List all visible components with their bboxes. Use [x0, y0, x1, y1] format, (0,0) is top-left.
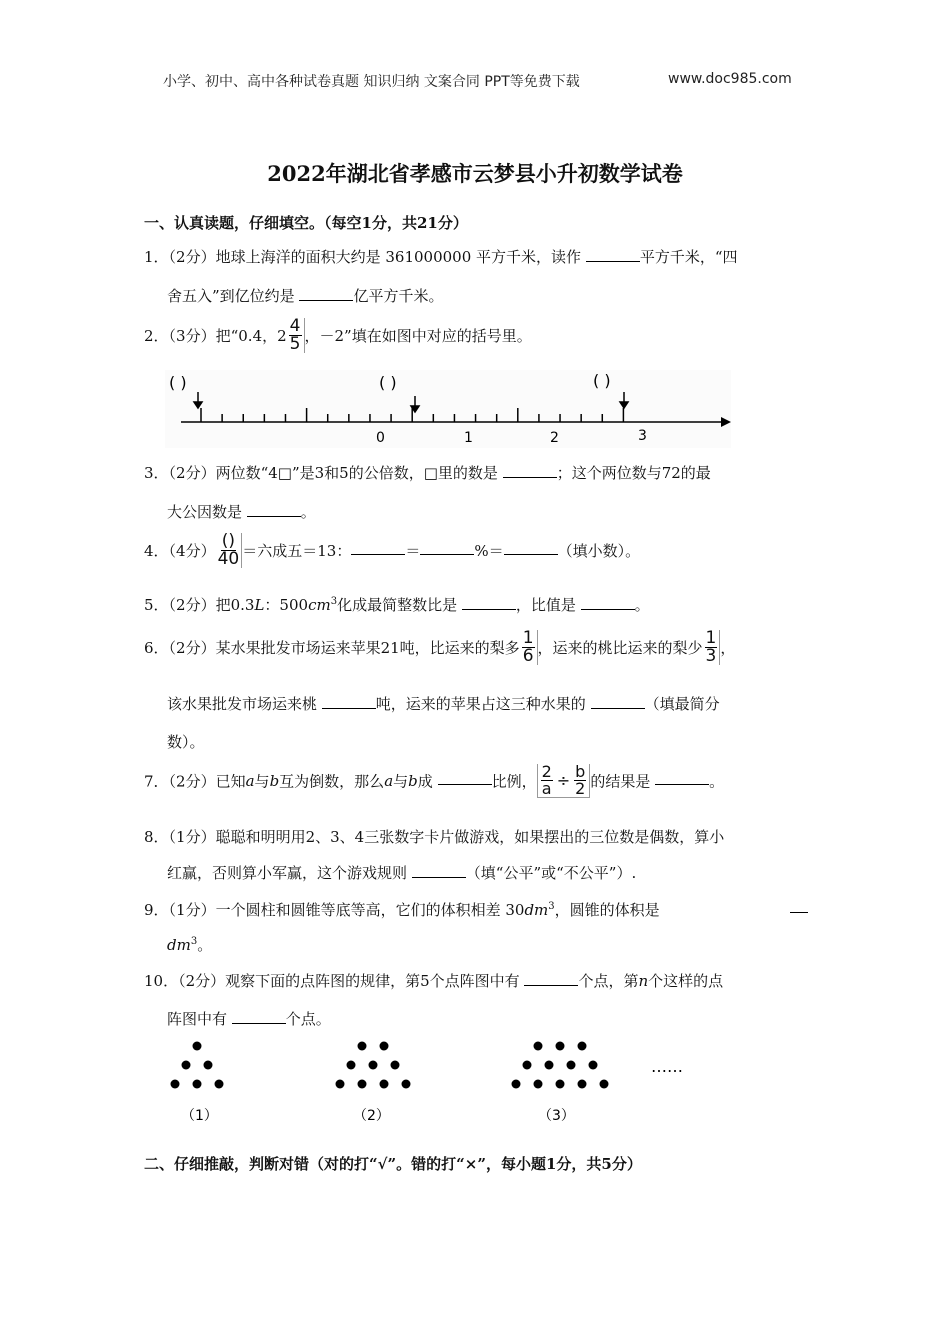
q4-text-a: （4分）: [168, 542, 216, 560]
question-6-cont2: 数）。: [167, 733, 205, 751]
question-6: 6．（2分）某水果批发市场运来苹果21吨，比运来的梨多 $\frac{1}{6}$ ，运来的桃比运来的梨少 $\frac{1}{3}$ ，: [144, 628, 736, 666]
dot-pattern-figure: [163, 1034, 698, 1126]
dot-fig-1: [193, 1080, 202, 1089]
question-6-cont: 该水果批发市场运来桃 吨，运来的苹果占这三种水果的 （填最简分: [167, 695, 720, 713]
dot-fig-3: [512, 1080, 521, 1089]
dot-fig-3: [578, 1080, 587, 1089]
fraction-one-sixth: $\frac{1}{6}$: [520, 630, 538, 665]
answer-blank[interactable]: [462, 595, 516, 610]
dot-fig-2: [347, 1061, 356, 1070]
answer-blank[interactable]: [322, 694, 376, 709]
dot-fig-3: [567, 1061, 576, 1070]
section-1-heading: 一、认真读题，仔细填空。（每空1分，共21分）: [144, 214, 468, 232]
tick-label-0: 0: [376, 430, 385, 446]
q3-text-b: ；这个两位数与72的最: [556, 464, 711, 482]
dot-fig-2: [402, 1080, 411, 1089]
q3-text-c: 大公因数是: [167, 503, 243, 521]
q3-text-d: 。: [300, 503, 316, 521]
q1-text-b: 平方千米，“四: [639, 248, 738, 266]
answer-blank[interactable]: [504, 540, 558, 555]
fraction-over-40: $\frac{()}{40}$: [216, 533, 243, 568]
number-line-figure: [165, 370, 731, 448]
header-banner: 小学、初中、高中各种试卷真题 知识归纳 文案合同 PPT等免费下载: [163, 74, 580, 90]
section-2-heading: 二、仔细推敲，判断对错（对的打“√”。错的打“×”，每小题1分，共5分）: [144, 1155, 642, 1173]
bracket-2: ( ): [379, 373, 397, 392]
tick-label-1: 1: [464, 430, 473, 446]
header-site[interactable]: www.doc985.com: [668, 71, 792, 87]
question-1-cont: [167, 285, 443, 306]
dot-fig-3: [545, 1061, 554, 1070]
tick-label-2: 2: [550, 430, 559, 446]
question-number: 3．: [144, 464, 169, 482]
answer-blank[interactable]: [790, 912, 808, 913]
question-1: [144, 246, 737, 267]
dot-fig-3: [556, 1080, 565, 1089]
answer-blank[interactable]: [412, 863, 466, 878]
dot-fig-3: [600, 1080, 609, 1089]
question-10: 10．（2分）观察下面的点阵图的规律，第5个点阵图中有 个点，第n个这样的点: [144, 972, 724, 990]
question-3-cont: [167, 501, 316, 522]
question-number: 6．: [144, 639, 169, 657]
dot-fig-1: [215, 1080, 224, 1089]
question-number: 8．: [144, 828, 169, 846]
question-number: 1．: [144, 248, 169, 266]
fraction-one-third: $\frac{1}{3}$: [703, 630, 721, 665]
question-9-cont: $dm^3$。: [167, 936, 213, 954]
dot-fig-2: [369, 1061, 378, 1070]
answer-blank[interactable]: [299, 286, 353, 301]
question-number: 10．: [144, 972, 179, 990]
q4-text-b: ＝六成五＝13：: [242, 542, 352, 560]
dot-fig-2: [358, 1042, 367, 1051]
dot-fig-1: [182, 1061, 191, 1070]
dot-fig-3: [523, 1061, 532, 1070]
q1-text-d: 亿平方千米。: [353, 287, 444, 305]
dot-fig-1: [204, 1061, 213, 1070]
question-9: 9．（1分）一个圆柱和圆锥等底等高，它们的体积相差 $30dm^3$，圆锥的体积是: [144, 901, 660, 919]
page-title: 2022年湖北省孝感市云梦县小升初数学试卷: [267, 161, 683, 186]
mixed-number-fraction: $\frac{4}{5}$: [287, 318, 305, 353]
dot-fig-2: [380, 1042, 389, 1051]
question-8: 8．（1分）聪聪和明明用2、3、4三张数字卡片做游戏，如果摆出的三位数是偶数，算小: [144, 828, 725, 846]
question-2: [144, 318, 532, 353]
bracket-3: ( ): [593, 371, 611, 390]
dot-fig-1: [193, 1042, 202, 1051]
dot-fig-3: [589, 1061, 598, 1070]
dot-fig-3: [534, 1080, 543, 1089]
ellipsis: ……: [651, 1057, 683, 1076]
question-number: 4．: [144, 542, 169, 560]
q1-text-a: （2分）地球上海洋的面积大约是 361000000 平方千米，读作: [168, 248, 582, 266]
answer-blank[interactable]: [591, 694, 645, 709]
answer-blank[interactable]: [438, 770, 492, 785]
question-4: 4．（4分） $\frac{()}{40}$ ＝六成五＝13： ＝ %＝ （填小数）。: [144, 531, 641, 569]
q3-text-a: （2分）两位数“4□”是3和5的公倍数，□里的数是: [168, 464, 498, 482]
figure-label-2: （2）: [353, 1108, 390, 1124]
q2-text-a: （3分）把“0.4，2: [168, 327, 287, 345]
question-7: 7．（2分）已知a与b互为倒数，那么a与b成 比例， $\frac{2}{a}$ ÷ $\frac{b}{2}$ 的结果是 。: [144, 762, 725, 798]
answer-blank[interactable]: [503, 463, 557, 478]
figure-label-1: （1）: [181, 1108, 218, 1124]
answer-blank[interactable]: [420, 540, 474, 555]
question-10-cont: 阵图中有 个点。: [167, 1010, 331, 1028]
dot-fig-1: [171, 1080, 180, 1089]
dot-fig-2: [380, 1080, 389, 1089]
division-expression: $\frac{2}{a}$ ÷ $\frac{b}{2}$: [537, 764, 591, 798]
answer-blank[interactable]: [581, 595, 635, 610]
question-8-cont: 红赢，否则算小军赢，这个游戏规则 （填“公平”或“不公平”）.: [167, 864, 637, 882]
question-5: 5．（2分）把0.3L：$500cm^3$化成最简整数比是 ，比值是 。: [144, 596, 650, 614]
q2-text-b: ，－2”填在如图中对应的括号里。: [304, 327, 532, 345]
question-3: [144, 462, 711, 483]
dot-fig-3: [534, 1042, 543, 1051]
dot-fig-2: [358, 1080, 367, 1089]
answer-blank[interactable]: [524, 971, 578, 986]
dot-fig-2: [336, 1080, 345, 1089]
question-number: 9．: [144, 901, 169, 919]
figure-label-3: （3）: [538, 1108, 575, 1124]
dot-fig-3: [578, 1042, 587, 1051]
question-number: 7．: [144, 772, 169, 791]
question-number: 5．: [144, 596, 169, 614]
answer-blank[interactable]: [655, 770, 709, 785]
answer-blank[interactable]: [232, 1009, 286, 1024]
dot-fig-3: [556, 1042, 565, 1051]
dot-fig-2: [391, 1061, 400, 1070]
q1-text-c: 舍五入”到亿位约是: [167, 287, 295, 305]
answer-blank[interactable]: [247, 502, 301, 517]
answer-blank[interactable]: [351, 540, 405, 555]
question-number: 2．: [144, 327, 169, 345]
tick-label-3: 3: [638, 428, 647, 444]
answer-blank[interactable]: [586, 247, 640, 262]
q4-text-e: （填小数）。: [557, 542, 641, 560]
bracket-1: ( ): [169, 373, 187, 392]
